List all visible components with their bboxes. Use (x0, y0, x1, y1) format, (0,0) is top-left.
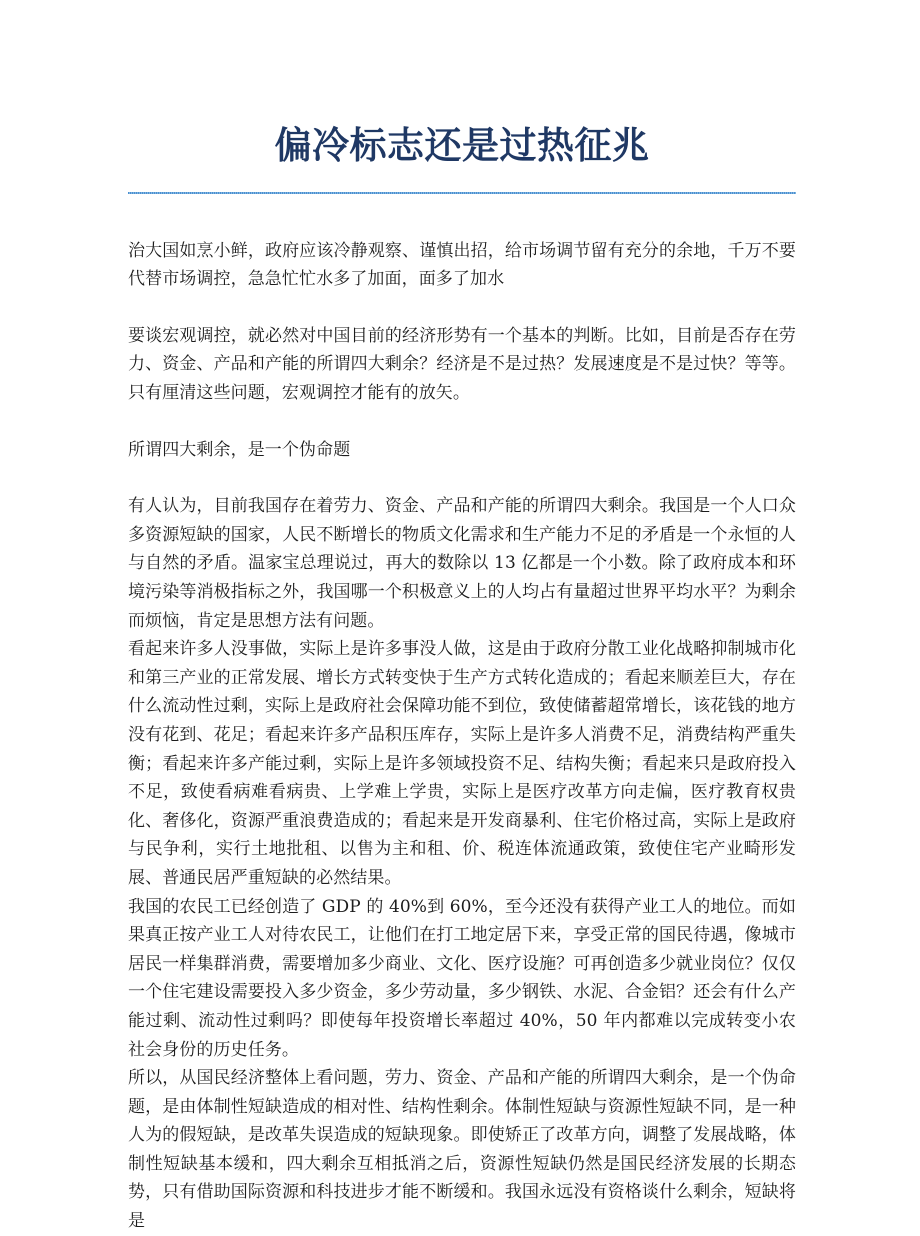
paragraph-4: 所以，从国民经济整体上看问题，劳力、资金、产品和产能的所谓四大剩余，是一个伪命题，是由体制性短缺造成的相对性、结构性剩余。体制性短缺与资源性短缺不同，是一种人为的假短缺，是改革失误造成的短缺现象。即使矫正了改革方向，调整了发展战略，体制性短缺基本缓和，四大剩余互相抵消之后，资源性短缺仍然是国民经济发展的长期态势，只有借助国际资源和科技进步才能不断缓和。我国永远没有资格谈什么剩余，短缺将是 (128, 1068, 796, 1232)
paragraph-intro: 要谈宏观调控，就必然对中国目前的经济形势有一个基本的判断。比如，目前是否存在劳力、资金、产品和产能的所谓四大剩余？经济是不是过热？发展速度是不是过快？等等。只有厘清这些问题，宏观调控才能有的放矢。 (128, 325, 796, 404)
section-subheading: 所谓四大剩余，是一个伪命题 (128, 439, 351, 460)
page-title: 偏冷标志还是过热征兆 (274, 124, 650, 167)
document-content (128, 0, 796, 1236)
title-divider (128, 192, 796, 194)
paragraph-1: 有人认为，目前我国存在着劳力、资金、产品和产能的所谓四大剩余。我国是一个人口众多资源短缺的国家，人民不断增长的物质文化需求和生产能力不足的矛盾是一个永恒的人与自然的矛盾。温家宝总理说过，再大的数除以 13 亿都是一个小数。除了政府成本和环境污染等消极指标之外，我国哪一个积极意义上的人均占有量超过世界平均水平？为剩余而烦恼，肯定是思想方法有问题。 (128, 496, 796, 631)
paragraph-3: 我国的农民工已经创造了 GDP 的 40%到 60%，至今还没有获得产业工人的地位。而如果真正按产业工人对待农民工，让他们在打工地定居下来，享受正常的国民待遇，像城市居民一样集群消费，需要增加多少商业、文化、医疗设施？可再创造多少就业岗位？仅仅一个住宅建设需要投入多少资金，多少劳动量，多少钢铁、水泥、合金铝？还会有什么产能过剩、流动性过剩吗？即使每年投资增长率超过 40%，50 年内都难以完成转变小农社会身份的历史任务。 (128, 896, 796, 1060)
paragraph-lede: 治大国如烹小鲜，政府应该冷静观察、谨慎出招，给市场调节留有充分的余地，千万不要代替市场调控，急急忙忙水多了加面，面多了加水 (128, 240, 796, 290)
paragraph-2: 看起来许多人没事做，实际上是许多事没人做，这是由于政府分散工业化战略抑制城市化和第三产业的正常发展、增长方式转变快于生产方式转化造成的；看起来顺差巨大，存在什么流动性过剩，实际上是政府社会保障功能不到位，致使储蓄超常增长，该花钱的地方没有花到、花足；看起来许多产品积压库存，实际上是许多人消费不足，消费结构严重失衡；看起来许多产能过剩，实际上是许多领域投资不足、结构失衡；看起来只是政府投入不足，致使看病难看病贵、上学难上学贵，实际上是医疗改革方向走偏，医疗教育权贵化、奢侈化，资源严重浪费造成的；看起来是开发商暴利、住宅价格过高，实际上是政府与民争利，实行土地批租、以售为主和租、价、税连体流通政策，致使住宅产业畸形发展、普通民居严重短缺的必然结果。 (128, 639, 796, 888)
